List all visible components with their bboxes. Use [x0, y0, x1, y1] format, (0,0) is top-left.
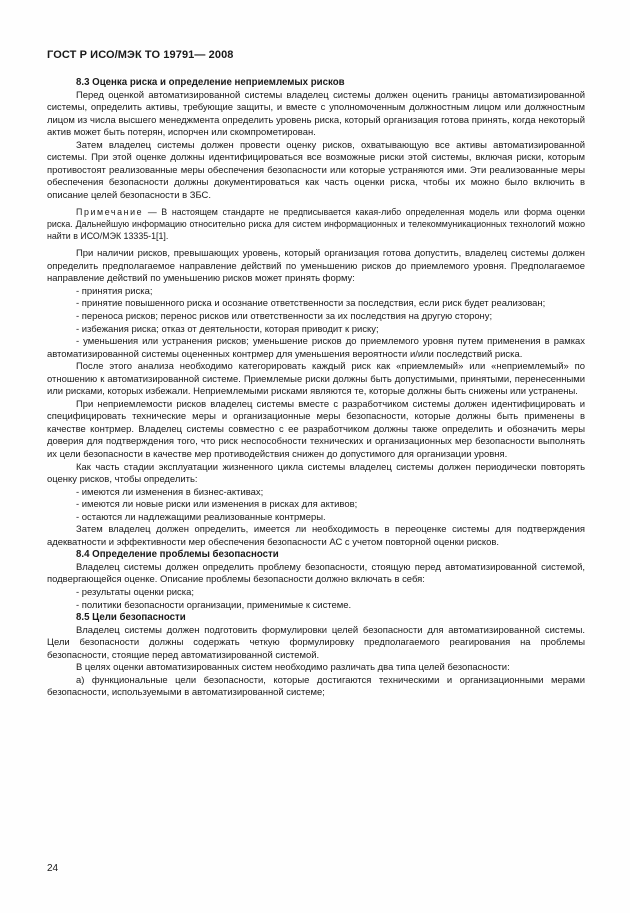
body-paragraph: - политики безопасности организации, применимые к системе.	[76, 599, 352, 611]
body-paragraph: - имеются ли новые риски или изменения в рисках для активов;	[76, 499, 358, 511]
note-text: — В настоящем стандарте не предписывается какая-либо определенная модель или форма оценки риска. Дальнейшую информацию относительно риска для систем информационных и телекоммуникационных технологий можно найти в ИСО/МЭК 13335-1[1].	[47, 207, 585, 241]
body-paragraph: - имеются ли изменения в бизнес-активах;	[76, 486, 264, 498]
standard-header: ГОСТ Р ИСО/МЭК ТО 19791— 2008	[47, 49, 234, 61]
body-paragraph: - остаются ли надлежащими реализованные контрмеры.	[76, 511, 326, 523]
body-paragraph: - уменьшения или устранения рисков; уменьшение рисков до приемлемого уровня путем применения в рамках автоматизированной системы оцененных контрмер для уменьшения вероятности и/или последствий риска.	[47, 336, 585, 360]
body-paragraph: При неприемлемости рисков владелец системы вместе с разработчиком системы должен идентифицировать и специфицировать технические меры и организационные меры безопасности, которые должны быть применены в качестве контрмер. Владелец системы совместно с ее разработчиком должны также определить и обозначить меры доверия для подтверждения того, что риск неспособности технических и организационных мер безопасности выполнять их цели безопасности в качестве мер противодействия снижен до допустимого для организации уровня.	[47, 398, 585, 460]
body-paragraph: Как часть стадии эксплуатации жизненного цикла системы владелец системы должен периодически повторять оценку рисков, чтобы определить:	[47, 461, 585, 486]
body-paragraph: Затем владелец системы должен провести оценку рисков, охватывающую все активы автоматизированной системы. При этой оценке должны идентифицироваться все возможные риски этой системы, включая риски, которым противостоят реализованные меры обеспечения безопасности или которые устраняются ими. Эти реализованные меры обеспечения безопасности должны документироваться как часть оценки риска, чтобы их можно было включить в описание целей безопасности в ЗБС.	[47, 139, 585, 201]
body-paragraph: Перед оценкой автоматизированной системы владелец системы должен оценить границы автоматизированной системы, определить активы, требующие защиты, и вместе с уполномоченным должностным лицом или должностным лицом из числа высшего менеджмента определить уровень риска, который организация готова принять, когда некоторый актив может быть потерян, испорчен или скомпрометирован.	[47, 89, 585, 139]
body-paragraph: а) функциональные цели безопасности, которые достигаются техническими и организационными мерами безопасности, используемыми в автоматизированной системе;	[47, 674, 585, 699]
section-heading: 8.4 Определение проблемы безопасности	[76, 549, 279, 561]
body-paragraph: Владелец системы должен определить проблему безопасности, стоящую перед автоматизированной системой, подвергающейся оценке. Описание проблемы безопасности должно включать в себя:	[47, 561, 585, 586]
body-paragraph: После этого анализа необходимо категорировать каждый риск как «приемлемый» или «неприемлемый» по отношению к автоматизированной системе. Приемлемые риски должны быть допустимыми, принятыми, перенесенными или рисками, которых избежали. Неприемлемыми рисками являются те, которые должны быть снижены или устранены.	[47, 361, 585, 398]
body-paragraph: - результаты оценки риска;	[76, 587, 194, 599]
section-heading: 8.5 Цели безопасности	[76, 612, 186, 624]
page-number: 24	[47, 863, 59, 874]
body-paragraph: Владелец системы должен подготовить формулировки целей безопасности для автоматизированной системы. Цели безопасности должны содержать четкую формулировку предполагаемого реагирования на проблемы безопасности, стоящие перед автоматизированной системой.	[47, 624, 585, 661]
page-body	[47, 77, 585, 700]
body-paragraph: В целях оценки автоматизированных систем необходимо различать два типа целей безопасности:	[76, 662, 510, 674]
body-paragraph: - избежания риска; отказ от деятельности, которая приводит к риску;	[76, 323, 379, 335]
body-paragraph: - переноса рисков; перенос рисков или ответственности за их последствия на другую сторону;	[76, 310, 493, 322]
body-paragraph: - принятия риска;	[76, 285, 153, 297]
body-paragraph: - принятие повышенного риска и осознание ответственности за последствия, если риск будет реализован;	[76, 298, 546, 310]
section-heading: 8.3 Оценка риска и определение неприемлемых рисков	[76, 77, 345, 88]
body-paragraph: При наличии рисков, превышающих уровень, который организация готова допустить, владелец системы должен определить предполагаемое направление действий по уменьшению рисков до приемлемого уровня. Предполагаемое направление действий по уменьшению рисков может принять форму:	[47, 248, 585, 285]
body-paragraph: Затем владелец должен определить, имеется ли необходимость в переоценке системы для подтверждения адекватности и эффективности мер обеспечения безопасности АС с учетом повторной оценки рисков.	[47, 524, 585, 548]
note-paragraph	[47, 207, 585, 242]
note-label: Примечание	[76, 207, 144, 218]
